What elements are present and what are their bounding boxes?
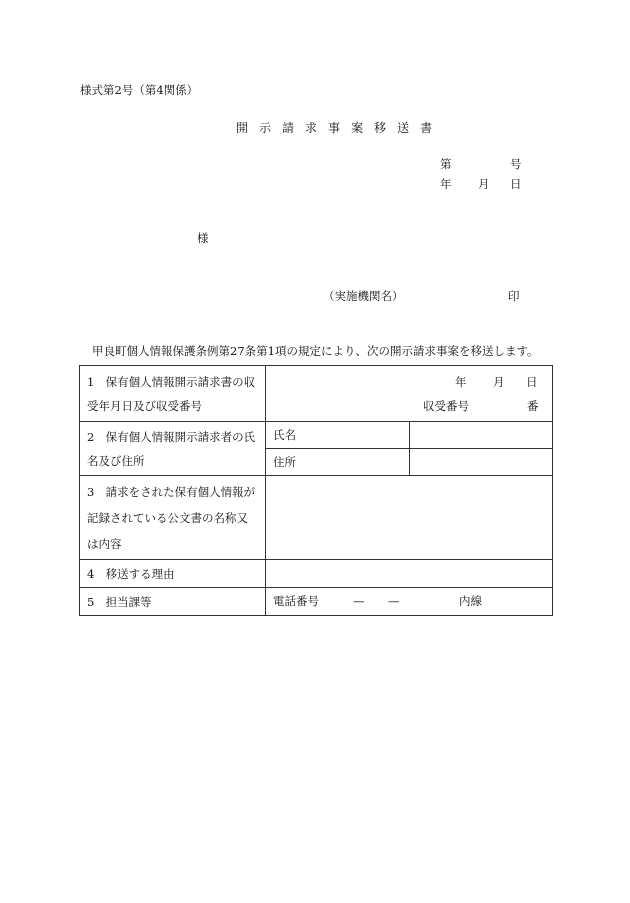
row-label-part: 受年月日及び収受番号 bbox=[87, 398, 202, 413]
phone-dash: — bbox=[388, 593, 400, 608]
ref-number-dai: 第 bbox=[440, 157, 452, 171]
row-number: 5 bbox=[87, 594, 95, 609]
row-receipt bbox=[80, 366, 553, 422]
row-label-part: 移送する理由 bbox=[105, 566, 175, 581]
row-number: 2 bbox=[87, 429, 95, 444]
row-department bbox=[80, 588, 553, 616]
row-document bbox=[80, 476, 553, 560]
receipt-number-label: 収受番号 bbox=[423, 398, 469, 413]
phone-dash: — bbox=[353, 593, 365, 608]
seal-mark: 印 bbox=[508, 289, 520, 303]
date-year: 年 bbox=[440, 177, 452, 191]
row-department-label bbox=[80, 588, 266, 616]
document-title: 開 示 請 求 事 案 移 送 書 bbox=[236, 121, 436, 135]
row-number: 3 bbox=[87, 484, 95, 499]
address-label-cell bbox=[266, 449, 410, 476]
intro-text: 甲良町個人情報保護条例第27条第1項の規定により、次の開示請求事案を移送します。 bbox=[92, 344, 539, 358]
row-label-part: 記録されている公文書の名称又 bbox=[87, 510, 248, 525]
receipt-year: 年 bbox=[455, 374, 467, 389]
row-reason bbox=[80, 560, 553, 588]
extension-label: 内線 bbox=[459, 593, 482, 608]
receipt-number-ban: 番 bbox=[527, 398, 539, 413]
row-reason-label bbox=[80, 560, 266, 588]
form-number: 様式第2号（第4関係） bbox=[80, 83, 199, 97]
date-day: 日 bbox=[510, 177, 522, 191]
receipt-day: 日 bbox=[526, 374, 538, 389]
address-value-cell bbox=[410, 449, 553, 476]
row-reason-value bbox=[266, 560, 553, 588]
row-label-part: は内容 bbox=[87, 536, 122, 551]
row-department-value bbox=[266, 588, 553, 616]
receipt-month: 月 bbox=[493, 374, 505, 389]
row-label-part: 名及び住所 bbox=[87, 453, 145, 468]
name-label: 氏名 bbox=[273, 428, 296, 442]
transfer-table bbox=[79, 365, 553, 616]
ref-number-go: 号 bbox=[510, 157, 522, 171]
sender-agency: （実施機関名） bbox=[323, 289, 404, 303]
address-label: 住所 bbox=[273, 455, 296, 469]
row-label-part: 請求をされた保有個人情報が bbox=[105, 484, 256, 499]
addressee-honorific: 様 bbox=[197, 231, 209, 245]
phone-label: 電話番号 bbox=[273, 593, 319, 608]
row-requester bbox=[80, 422, 553, 449]
row-receipt-label bbox=[80, 366, 266, 422]
row-number: 4 bbox=[87, 566, 95, 581]
row-label-part: 保有個人情報開示請求書の収 bbox=[105, 374, 256, 389]
name-label-cell bbox=[266, 422, 410, 449]
row-document-label bbox=[80, 476, 266, 560]
row-label-part: 担当課等 bbox=[105, 594, 152, 609]
name-value-cell bbox=[410, 422, 553, 449]
row-number: 1 bbox=[87, 374, 95, 389]
row-receipt-value bbox=[266, 366, 553, 422]
row-requester-label bbox=[80, 422, 266, 476]
row-document-value bbox=[266, 476, 553, 560]
date-month: 月 bbox=[478, 177, 490, 191]
row-label-part: 保有個人情報開示請求者の氏 bbox=[105, 429, 256, 444]
